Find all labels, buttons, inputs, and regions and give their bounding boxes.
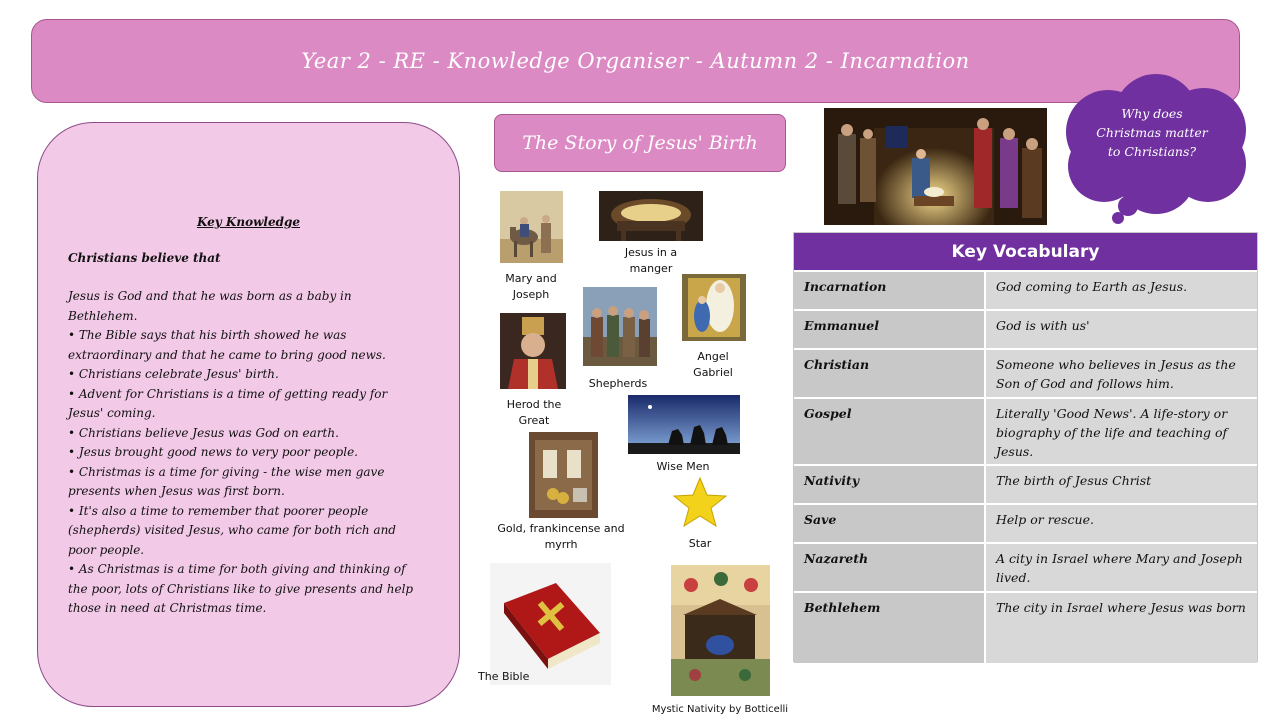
knowledge-line: • Advent for Christians is a time of getting ready for xyxy=(68,386,388,401)
vocab-term: Nativity xyxy=(794,466,986,503)
vocab-term: Bethlehem xyxy=(794,593,986,663)
mary-joseph-caption: Mary and Joseph xyxy=(505,272,557,301)
vocab-term: Incarnation xyxy=(794,272,986,309)
vocab-definition: God coming to Earth as Jesus. xyxy=(986,272,1257,309)
knowledge-line: • The Bible says that his birth showed he was xyxy=(68,328,347,342)
table-row xyxy=(794,503,1257,542)
key-knowledge-body xyxy=(68,287,429,619)
table-row xyxy=(794,464,1257,503)
table-row xyxy=(794,270,1257,309)
vocab-definition: Literally 'Good News'. A life-story or biography of the life and teaching of Jesus. xyxy=(986,399,1257,464)
key-knowledge-panel xyxy=(37,122,460,707)
vocab-term: Christian xyxy=(794,350,986,397)
vocab-definition: A city in Israel where Mary and Joseph lived. xyxy=(986,544,1257,591)
star-caption: Star xyxy=(688,537,712,550)
vocab-definition: God is with us' xyxy=(986,311,1257,348)
table-row xyxy=(794,309,1257,348)
vocab-term: Gospel xyxy=(794,399,986,464)
knowledge-line: • Christians believe Jesus was God on earth. xyxy=(68,425,339,440)
table-row xyxy=(794,397,1257,464)
key-vocabulary-table xyxy=(793,232,1258,662)
star-image xyxy=(668,476,732,528)
mystic-nativity-caption: Mystic Nativity by Botticelli xyxy=(651,704,789,715)
vocab-term: Nazareth xyxy=(794,544,986,591)
knowledge-line: presents when Jesus was first born. xyxy=(68,484,285,498)
knowledge-line: • As Christmas is a time for both giving and thinking of xyxy=(68,562,406,576)
key-knowledge-intro: Christians believe that xyxy=(68,250,221,265)
shepherds-caption: Shepherds xyxy=(588,377,648,390)
knowledge-line: • Jesus brought good news to very poor people. xyxy=(68,445,358,459)
gifts-image xyxy=(529,432,598,518)
vocab-term: Save xyxy=(794,505,986,542)
mystic-nativity-image xyxy=(671,565,770,696)
wise-men-caption: Wise Men xyxy=(656,460,710,473)
key-vocabulary-heading: Key Vocabulary xyxy=(794,233,1257,270)
vocab-definition: The birth of Jesus Christ xyxy=(986,466,1257,503)
knowledge-line: those in need at Christmas time. xyxy=(68,601,267,615)
key-knowledge-heading: Key Knowledge xyxy=(196,215,301,229)
vocab-definition: Someone who believes in Jesus as the Son of God and follows him. xyxy=(986,350,1257,397)
knowledge-line: Bethlehem. xyxy=(68,308,138,323)
vocab-definition: The city in Israel where Jesus was born xyxy=(986,593,1257,663)
knowledge-line: the poor, lots of Christians like to give presents and help xyxy=(68,581,414,596)
vocab-term: Emmanuel xyxy=(794,311,986,348)
manger-image xyxy=(599,191,703,241)
knowledge-line: (shepherds) visited Jesus, who came for both rich and xyxy=(68,523,396,537)
angel-gabriel-image xyxy=(682,274,746,341)
vocab-definition: Help or rescue. xyxy=(986,505,1257,542)
knowledge-line: Jesus is God and that he was born as a baby in xyxy=(68,289,352,303)
story-heading: The Story of Jesus' Birth xyxy=(522,132,758,154)
page-title: Year 2 - RE - Knowledge Organiser - Autumn 2 - Incarnation xyxy=(301,49,970,73)
table-row xyxy=(794,542,1257,591)
knowledge-line: • Christians celebrate Jesus' birth. xyxy=(68,367,279,381)
herod-caption: Herod the Great xyxy=(506,398,562,427)
herod-image xyxy=(500,313,566,389)
gifts-caption: Gold, frankincense and myrrh xyxy=(497,522,625,551)
nativity-scene-image xyxy=(824,108,1047,225)
knowledge-line: extraordinary and that he came to bring good news. xyxy=(68,347,386,362)
shepherds-image xyxy=(583,287,657,366)
question-text: Why does Christmas matter to Christians? xyxy=(1096,106,1208,159)
wise-men-image xyxy=(628,395,740,454)
knowledge-line: • Christmas is a time for giving - the wise men gave xyxy=(68,464,385,479)
bible-image xyxy=(490,563,611,685)
manger-caption: Jesus in a manger xyxy=(624,246,678,275)
story-heading-box xyxy=(494,114,786,172)
mary-joseph-image xyxy=(500,191,563,263)
table-row xyxy=(794,348,1257,397)
knowledge-line: Jesus' coming. xyxy=(68,406,156,420)
angel-caption: Angel Gabriel xyxy=(693,350,733,379)
knowledge-line: poor people. xyxy=(68,542,145,557)
bible-caption: The Bible xyxy=(478,670,530,683)
table-row xyxy=(794,591,1257,663)
knowledge-line: • It's also a time to remember that poorer people xyxy=(68,503,369,518)
